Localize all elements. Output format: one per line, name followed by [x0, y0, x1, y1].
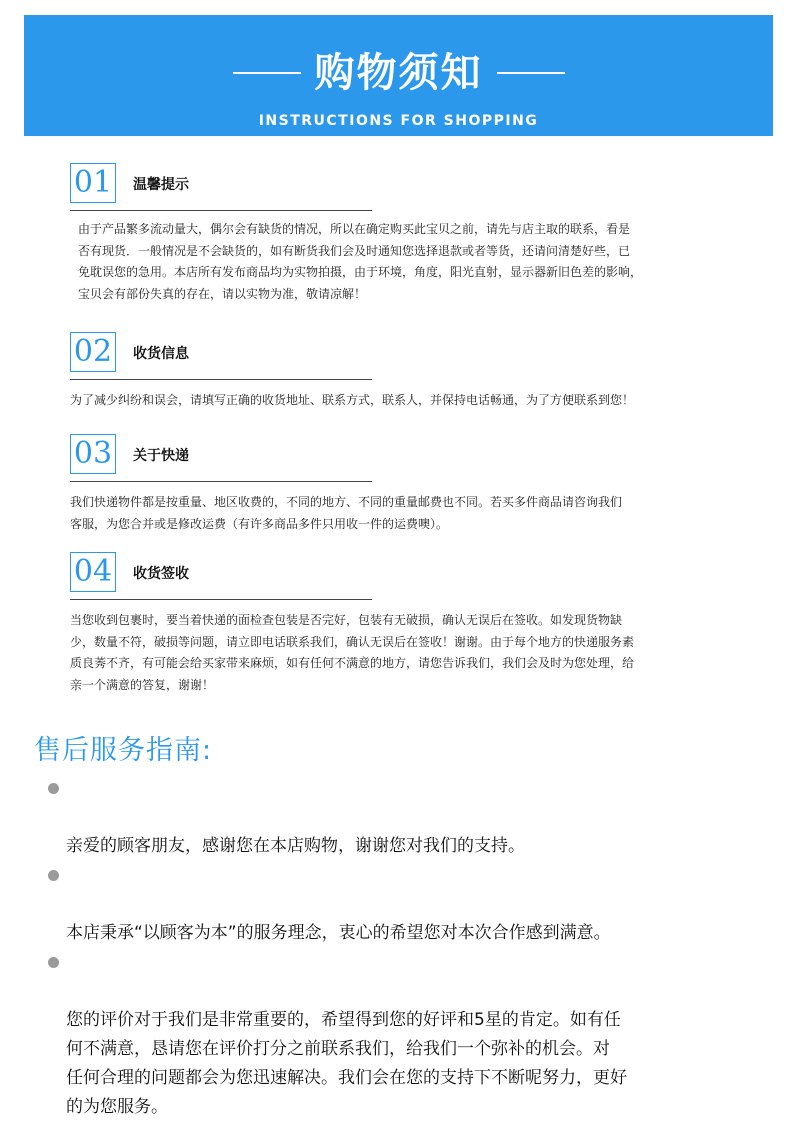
- page-subtitle: INSTRUCTIONS FOR SHOPPING: [258, 113, 539, 129]
- banner-left-rule: [233, 72, 301, 74]
- list-item: [46, 948, 766, 1122]
- section-divider: [70, 599, 372, 600]
- list-item-text: 本店秉承“以顾客为本”的服务理念，衷心的希望您对本次合作感到满意。: [66, 923, 611, 943]
- section-divider: [70, 210, 372, 211]
- section-title: 温馨提示: [133, 177, 189, 193]
- section-number: 02: [70, 332, 116, 372]
- section-body: 我们快递物件都是按重量、地区收费的，不同的地方、不同的重量邮费也不同。若买多件商品请咨询我们 客服，为您合并或是修改运费（有许多商品多件只用收一件的运费噢）。: [70, 495, 623, 531]
- section-courier: [70, 434, 730, 535]
- section-divider: [70, 481, 372, 482]
- list-item-text: 您的评价对于我们是非常重要的，希望得到您的好评和5星的肯定。如有任 何不满意，恳请您在评价打分之前联系我们，给我们一个弥补的机会。对 任何合理的问题都会为您迅速解决。我们会在您的支持下不断呢努力，更好 的为您服务。: [66, 1010, 627, 1117]
- page-title: 购物须知: [314, 50, 483, 96]
- after-sales-title: 售后服务指南:: [34, 735, 213, 766]
- banner-title-row: [24, 47, 773, 99]
- section-receipt: [70, 552, 730, 696]
- section-title: 收货签收: [133, 566, 189, 582]
- section-body: 当您收到包裹时，要当着快递的面检查包装是否完好，包装有无破损，确认无误后在签收。如发现货物缺 少，数量不符，破损等问题，请立即电话联系我们，确认无误后在签收！谢谢。由于每个地方的快递服务素 质良莠不齐，有可能会给买家带来麻烦，如有任何不满意的地方，请您告诉我们，我们会及时为您处理，给 亲一个满意的答复，谢谢！: [70, 613, 635, 692]
- section-body: 为了减少纠纷和误会，请填写正确的收货地址、联系方式，联系人，并保持电话畅通，为了方便联系到您！: [70, 393, 635, 407]
- section-title: 关于快递: [133, 448, 189, 464]
- section-shipping-info: [70, 332, 730, 412]
- section-header: [70, 163, 730, 213]
- section-divider: [70, 379, 372, 380]
- section-tips: [70, 163, 730, 305]
- banner-right-rule: [497, 72, 565, 74]
- bullet-icon: [48, 783, 59, 794]
- section-header: [70, 434, 730, 484]
- section-header: [70, 552, 730, 602]
- list-item: [46, 774, 766, 861]
- after-sales-list: [46, 774, 766, 1122]
- section-header: [70, 332, 730, 382]
- list-item-text: 亲爱的顾客朋友，感谢您在本店购物，谢谢您对我们的支持。: [66, 836, 525, 856]
- list-item: [46, 861, 766, 948]
- section-number: 03: [70, 434, 116, 474]
- section-number: 01: [70, 163, 116, 203]
- section-body: 由于产品繁多流动量大，偶尔会有缺货的情况，所以在确定购买此宝贝之前，请先与店主取的联系，看是 否有现货．一般情况是不会缺货的，如有断货我们会及时通知您选择退款或者等货，还请问清楚好些，已 免耽误您的急用。本店所有发布商品均为实物拍摄，由于环境，角度，阳光直射，显示器新旧色差的影响， 宝贝会有部份失真的存在，请以实物为准，敬请凉解！: [78, 222, 643, 301]
- section-title: 收货信息: [133, 346, 189, 362]
- header-banner: [24, 15, 773, 136]
- bullet-icon: [48, 870, 59, 881]
- section-number: 04: [70, 552, 116, 592]
- bullet-icon: [48, 957, 59, 968]
